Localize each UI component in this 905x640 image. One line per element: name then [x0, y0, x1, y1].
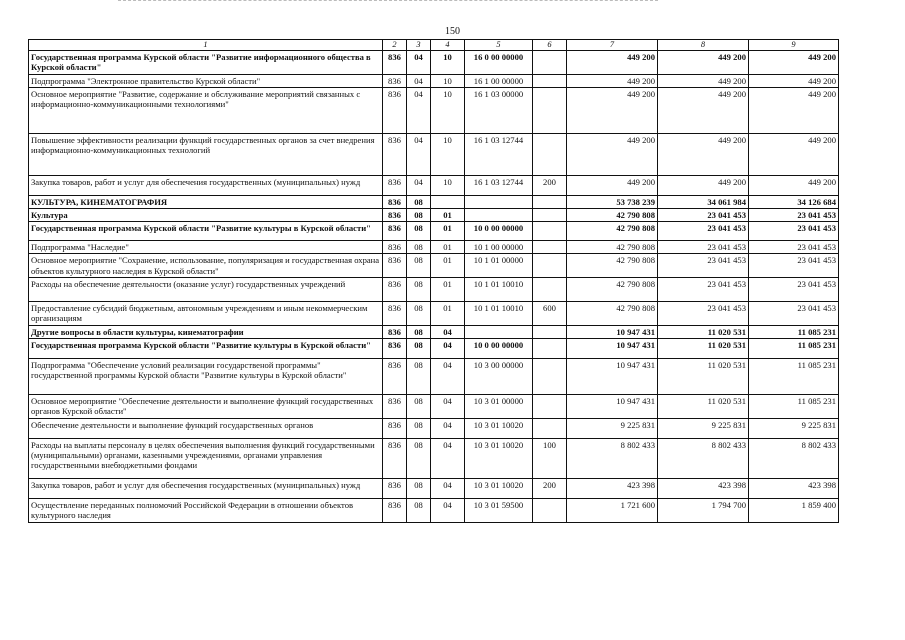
column-number: 9 — [749, 40, 839, 51]
amount-year-1: 449 200 — [567, 134, 658, 176]
section-code: 08 — [407, 222, 431, 241]
subsection-code: 04 — [431, 478, 465, 498]
column-number: 8 — [658, 40, 749, 51]
target-article: 10 3 01 59500 — [465, 498, 533, 522]
ministry-code: 836 — [383, 176, 407, 196]
row-name: КУЛЬТУРА, КИНЕМАТОГРАФИЯ — [29, 196, 383, 209]
row-name: Другие вопросы в области культуры, кинематографии — [29, 325, 383, 338]
amount-year-3: 23 041 453 — [749, 209, 839, 222]
ministry-code: 836 — [383, 301, 407, 325]
subsection-code: 01 — [431, 301, 465, 325]
amount-year-3: 8 802 433 — [749, 438, 839, 478]
section-code: 08 — [407, 196, 431, 209]
section-code: 04 — [407, 88, 431, 134]
section-code: 08 — [407, 418, 431, 438]
amount-year-1: 42 790 808 — [567, 277, 658, 301]
table-row — [29, 394, 839, 418]
amount-year-2: 11 020 531 — [658, 325, 749, 338]
row-name: Повышение эффективности реализации функций государственных органов за счет внедрения информационно-коммуникационных технологий — [29, 134, 383, 176]
subsection-code: 04 — [431, 325, 465, 338]
amount-year-2: 1 794 700 — [658, 498, 749, 522]
expense-type — [533, 358, 567, 394]
subsection-code: 04 — [431, 338, 465, 358]
section-code: 08 — [407, 394, 431, 418]
column-number: 1 — [29, 40, 383, 51]
amount-year-1: 1 721 600 — [567, 498, 658, 522]
target-article: 10 1 01 00000 — [465, 254, 533, 277]
amount-year-1: 8 802 433 — [567, 438, 658, 478]
table-row — [29, 301, 839, 325]
ministry-code: 836 — [383, 394, 407, 418]
expense-type — [533, 325, 567, 338]
ministry-code: 836 — [383, 358, 407, 394]
row-name: Подпрограмма "Обеспечение условий реализации государственой программы" государственной программы Курской области "Развитие культуры в Курской области" — [29, 358, 383, 394]
expense-type — [533, 209, 567, 222]
section-code: 08 — [407, 325, 431, 338]
amount-year-2: 23 041 453 — [658, 301, 749, 325]
table-row — [29, 277, 839, 301]
ministry-code: 836 — [383, 74, 407, 87]
budget-table — [28, 39, 839, 523]
subsection-code: 04 — [431, 394, 465, 418]
amount-year-2: 23 041 453 — [658, 254, 749, 277]
table-row — [29, 196, 839, 209]
amount-year-3: 11 085 231 — [749, 358, 839, 394]
section-code: 08 — [407, 209, 431, 222]
table-row — [29, 50, 839, 74]
subsection-code: 01 — [431, 254, 465, 277]
ministry-code: 836 — [383, 241, 407, 254]
expense-type — [533, 88, 567, 134]
expense-type: 100 — [533, 438, 567, 478]
target-article: 10 3 01 10020 — [465, 478, 533, 498]
target-article: 10 1 00 00000 — [465, 241, 533, 254]
table-row — [29, 176, 839, 196]
subsection-code: 04 — [431, 438, 465, 478]
target-article: 16 1 03 12744 — [465, 176, 533, 196]
section-code: 04 — [407, 74, 431, 87]
amount-year-3: 449 200 — [749, 88, 839, 134]
subsection-code: 01 — [431, 277, 465, 301]
section-code: 08 — [407, 498, 431, 522]
table-row — [29, 418, 839, 438]
page-number: 150 — [445, 26, 460, 37]
amount-year-1: 9 225 831 — [567, 418, 658, 438]
expense-type: 200 — [533, 176, 567, 196]
subsection-code: 01 — [431, 241, 465, 254]
target-article: 16 1 03 12744 — [465, 134, 533, 176]
ministry-code: 836 — [383, 277, 407, 301]
expense-type — [533, 338, 567, 358]
table-row — [29, 222, 839, 241]
amount-year-1: 53 738 239 — [567, 196, 658, 209]
column-number: 5 — [465, 40, 533, 51]
target-article: 16 0 00 00000 — [465, 50, 533, 74]
amount-year-1: 449 200 — [567, 50, 658, 74]
subsection-code: 01 — [431, 222, 465, 241]
subsection-code — [431, 196, 465, 209]
target-article: 10 0 00 00000 — [465, 338, 533, 358]
target-article: 10 3 01 00000 — [465, 394, 533, 418]
table-row — [29, 209, 839, 222]
subsection-code: 10 — [431, 134, 465, 176]
section-code: 08 — [407, 478, 431, 498]
amount-year-1: 423 398 — [567, 478, 658, 498]
expense-type — [533, 277, 567, 301]
target-article: 10 3 01 10020 — [465, 418, 533, 438]
section-code: 08 — [407, 254, 431, 277]
expense-type — [533, 254, 567, 277]
row-name: Закупка товаров, работ и услуг для обеспечения государственных (муниципальных) нужд — [29, 478, 383, 498]
amount-year-2: 449 200 — [658, 50, 749, 74]
section-code: 04 — [407, 50, 431, 74]
amount-year-3: 9 225 831 — [749, 418, 839, 438]
section-code: 08 — [407, 301, 431, 325]
amount-year-3: 11 085 231 — [749, 394, 839, 418]
row-name: Государственная программа Курской области "Развитие культуры в Курской области" — [29, 222, 383, 241]
amount-year-2: 23 041 453 — [658, 209, 749, 222]
ministry-code: 836 — [383, 338, 407, 358]
amount-year-1: 449 200 — [567, 176, 658, 196]
column-number: 7 — [567, 40, 658, 51]
target-article: 10 1 01 10010 — [465, 277, 533, 301]
amount-year-3: 23 041 453 — [749, 301, 839, 325]
expense-type — [533, 222, 567, 241]
table-row — [29, 241, 839, 254]
amount-year-2: 23 041 453 — [658, 222, 749, 241]
amount-year-2: 34 061 984 — [658, 196, 749, 209]
amount-year-1: 10 947 431 — [567, 338, 658, 358]
amount-year-3: 23 041 453 — [749, 254, 839, 277]
amount-year-2: 11 020 531 — [658, 338, 749, 358]
subsection-code: 01 — [431, 209, 465, 222]
amount-year-3: 23 041 453 — [749, 222, 839, 241]
amount-year-3: 449 200 — [749, 74, 839, 87]
expense-type — [533, 50, 567, 74]
expense-type — [533, 74, 567, 87]
expense-type: 600 — [533, 301, 567, 325]
target-article — [465, 325, 533, 338]
row-name: Осуществление переданных полномочий Российской Федерации в отношении объектов культурного наследия — [29, 498, 383, 522]
subsection-code: 10 — [431, 74, 465, 87]
amount-year-3: 449 200 — [749, 50, 839, 74]
amount-year-1: 42 790 808 — [567, 222, 658, 241]
section-code: 08 — [407, 241, 431, 254]
expense-type — [533, 196, 567, 209]
amount-year-3: 449 200 — [749, 176, 839, 196]
amount-year-1: 10 947 431 — [567, 325, 658, 338]
column-number: 3 — [407, 40, 431, 51]
expense-type — [533, 394, 567, 418]
amount-year-1: 42 790 808 — [567, 241, 658, 254]
ministry-code: 836 — [383, 196, 407, 209]
row-name: Расходы на обеспечение деятельности (оказание услуг) государственных учреждений — [29, 277, 383, 301]
amount-year-2: 23 041 453 — [658, 241, 749, 254]
subsection-code: 10 — [431, 88, 465, 134]
target-article — [465, 196, 533, 209]
amount-year-1: 449 200 — [567, 88, 658, 134]
amount-year-3: 11 085 231 — [749, 338, 839, 358]
subsection-code: 04 — [431, 498, 465, 522]
row-name: Обеспечение деятельности и выполнение функций государственных органов — [29, 418, 383, 438]
ministry-code: 836 — [383, 88, 407, 134]
amount-year-1: 42 790 808 — [567, 301, 658, 325]
ministry-code: 836 — [383, 222, 407, 241]
target-article: 16 1 00 00000 — [465, 74, 533, 87]
amount-year-3: 34 126 684 — [749, 196, 839, 209]
row-name: Основное мероприятие "Обеспечение деятельности и выполнение функций государственных органов Курской области" — [29, 394, 383, 418]
expense-type: 200 — [533, 478, 567, 498]
table-row — [29, 498, 839, 522]
section-code: 08 — [407, 358, 431, 394]
table-row — [29, 134, 839, 176]
ministry-code: 836 — [383, 438, 407, 478]
subsection-code: 10 — [431, 176, 465, 196]
ministry-code: 836 — [383, 134, 407, 176]
subsection-code: 04 — [431, 418, 465, 438]
amount-year-2: 449 200 — [658, 176, 749, 196]
target-article: 10 3 00 00000 — [465, 358, 533, 394]
expense-type — [533, 134, 567, 176]
row-name: Подпрограмма "Наследие" — [29, 241, 383, 254]
expense-type — [533, 498, 567, 522]
row-name: Подпрограмма "Электронное правительство Курской области" — [29, 74, 383, 87]
scan-top-line — [118, 0, 658, 1]
section-code: 04 — [407, 134, 431, 176]
row-name: Государственная программа Курской области "Развитие культуры в Курской области" — [29, 338, 383, 358]
table-row — [29, 438, 839, 478]
amount-year-2: 423 398 — [658, 478, 749, 498]
row-name: Предоставление субсидий бюджетным, автономным учреждениям и иным некоммерческим организациям — [29, 301, 383, 325]
table-row — [29, 88, 839, 134]
subsection-code: 04 — [431, 358, 465, 394]
target-article — [465, 209, 533, 222]
amount-year-2: 23 041 453 — [658, 277, 749, 301]
amount-year-3: 423 398 — [749, 478, 839, 498]
ministry-code: 836 — [383, 325, 407, 338]
amount-year-3: 11 085 231 — [749, 325, 839, 338]
amount-year-3: 449 200 — [749, 134, 839, 176]
target-article: 16 1 03 00000 — [465, 88, 533, 134]
table-row — [29, 74, 839, 87]
row-name: Государственная программа Курской области "Развитие информационного общества в Курской области" — [29, 50, 383, 74]
column-number: 2 — [383, 40, 407, 51]
table-row — [29, 338, 839, 358]
table-row — [29, 478, 839, 498]
row-name: Основное мероприятие "Развитие, содержание и обслуживание мероприятий связанных с информационно-коммуникационными технологиями" — [29, 88, 383, 134]
table-row — [29, 325, 839, 338]
ministry-code: 836 — [383, 209, 407, 222]
section-code: 08 — [407, 338, 431, 358]
column-number-row — [29, 40, 839, 51]
expense-type — [533, 418, 567, 438]
amount-year-2: 449 200 — [658, 88, 749, 134]
target-article: 10 1 01 10010 — [465, 301, 533, 325]
amount-year-1: 10 947 431 — [567, 394, 658, 418]
amount-year-2: 9 225 831 — [658, 418, 749, 438]
ministry-code: 836 — [383, 498, 407, 522]
ministry-code: 836 — [383, 478, 407, 498]
subsection-code: 10 — [431, 50, 465, 74]
row-name: Расходы на выплаты персоналу в целях обеспечения выполнения функций государственными (муниципальными) органами, казенными учреждениями, органами управления государственными внебюджетными фондами — [29, 438, 383, 478]
ministry-code: 836 — [383, 254, 407, 277]
amount-year-2: 11 020 531 — [658, 358, 749, 394]
amount-year-2: 8 802 433 — [658, 438, 749, 478]
table-row — [29, 254, 839, 277]
row-name: Закупка товаров, работ и услуг для обеспечения государственных (муниципальных) нужд — [29, 176, 383, 196]
amount-year-2: 449 200 — [658, 74, 749, 87]
amount-year-1: 42 790 808 — [567, 209, 658, 222]
ministry-code: 836 — [383, 50, 407, 74]
amount-year-1: 42 790 808 — [567, 254, 658, 277]
column-number: 4 — [431, 40, 465, 51]
amount-year-1: 10 947 431 — [567, 358, 658, 394]
amount-year-3: 23 041 453 — [749, 277, 839, 301]
table-row — [29, 358, 839, 394]
ministry-code: 836 — [383, 418, 407, 438]
section-code: 04 — [407, 176, 431, 196]
row-name: Основное мероприятие "Сохранение, использование, популяризация и государственная охрана объектов культурного наследия в Курской области" — [29, 254, 383, 277]
column-number: 6 — [533, 40, 567, 51]
amount-year-1: 449 200 — [567, 74, 658, 87]
target-article: 10 3 01 10020 — [465, 438, 533, 478]
row-name: Культура — [29, 209, 383, 222]
amount-year-2: 449 200 — [658, 134, 749, 176]
amount-year-3: 1 859 400 — [749, 498, 839, 522]
amount-year-3: 23 041 453 — [749, 241, 839, 254]
section-code: 08 — [407, 438, 431, 478]
target-article: 10 0 00 00000 — [465, 222, 533, 241]
amount-year-2: 11 020 531 — [658, 394, 749, 418]
expense-type — [533, 241, 567, 254]
section-code: 08 — [407, 277, 431, 301]
